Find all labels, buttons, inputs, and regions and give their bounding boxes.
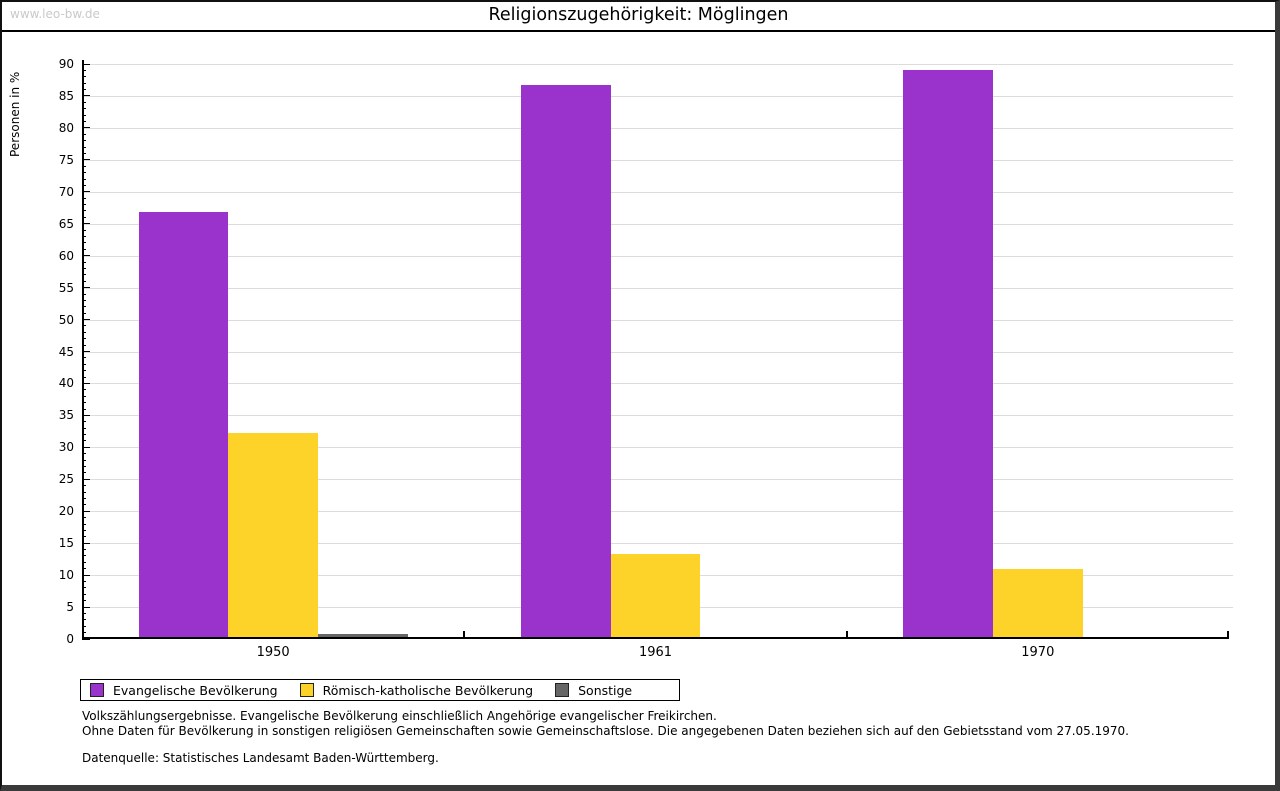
y-minor-tick	[82, 440, 86, 441]
y-tick-label: 35	[58, 408, 74, 423]
y-minor-tick	[82, 115, 86, 116]
y-major-tick	[82, 479, 90, 480]
y-minor-tick	[82, 530, 86, 531]
gridline	[82, 96, 1233, 97]
x-axis-tick	[846, 631, 848, 639]
y-minor-tick	[82, 236, 86, 237]
y-minor-tick	[82, 492, 86, 493]
gridline	[82, 415, 1233, 416]
y-tick-label: 20	[58, 504, 74, 519]
y-minor-tick	[82, 300, 86, 301]
legend-swatch	[90, 683, 104, 697]
y-minor-tick	[82, 242, 86, 243]
legend-label: Römisch-katholische Bevölkerung	[322, 682, 534, 698]
y-minor-tick	[82, 504, 86, 505]
y-minor-tick	[82, 421, 86, 422]
y-minor-tick	[82, 619, 86, 620]
y-minor-tick	[82, 294, 86, 295]
y-minor-tick	[82, 460, 86, 461]
y-minor-tick	[82, 594, 86, 595]
y-minor-tick	[82, 626, 86, 627]
y-minor-tick	[82, 172, 86, 173]
y-tick-label: 10	[58, 568, 74, 583]
y-minor-tick	[82, 268, 86, 269]
gridline	[82, 128, 1233, 129]
x-axis-tick	[1227, 631, 1229, 639]
bar-1961-series-1	[611, 554, 701, 639]
y-minor-tick	[82, 147, 86, 148]
y-major-tick	[82, 607, 90, 608]
y-minor-tick	[82, 140, 86, 141]
y-major-tick	[82, 383, 90, 384]
y-major-tick	[82, 319, 90, 320]
y-minor-tick	[82, 568, 86, 569]
y-tick-label: 15	[58, 536, 74, 551]
gridline	[82, 256, 1233, 257]
y-minor-tick	[82, 396, 86, 397]
y-minor-tick	[82, 434, 86, 435]
y-minor-tick	[82, 121, 86, 122]
legend-label: Evangelische Bevölkerung	[113, 682, 278, 698]
y-minor-tick	[82, 409, 86, 410]
y-tick-label: 70	[58, 184, 74, 199]
y-minor-tick	[82, 338, 86, 339]
y-minor-tick	[82, 332, 86, 333]
y-major-tick	[82, 575, 90, 576]
y-minor-tick	[82, 472, 86, 473]
legend-item	[555, 683, 632, 698]
y-minor-tick	[82, 357, 86, 358]
y-tick-label: 5	[66, 600, 74, 615]
y-major-tick	[82, 543, 90, 544]
legend	[80, 679, 680, 701]
y-minor-tick	[82, 498, 86, 499]
data-source-note: Datenquelle: Statistisches Landesamt Baden-Württemberg.	[82, 751, 439, 765]
legend-item	[300, 683, 534, 698]
y-minor-tick	[82, 134, 86, 135]
y-major-tick	[82, 159, 90, 160]
y-major-tick	[82, 255, 90, 256]
x-tick-label: 1970	[1021, 645, 1055, 660]
footnote-line-1: Volkszählungsergebnisse. Evangelische Bevölkerung einschließlich Angehörige evangelischer Freikirchen.	[82, 709, 717, 723]
bar-1961-series-0	[521, 85, 611, 639]
y-minor-tick	[82, 204, 86, 205]
y-minor-tick	[82, 555, 86, 556]
y-major-tick	[82, 223, 90, 224]
y-tick-label: 75	[58, 152, 74, 167]
y-minor-tick	[82, 402, 86, 403]
y-major-tick	[82, 511, 90, 512]
legend-swatch	[555, 683, 569, 697]
y-minor-tick	[82, 587, 86, 588]
y-minor-tick	[82, 600, 86, 601]
y-tick-label: 65	[58, 216, 74, 231]
y-tick-label: 90	[58, 57, 74, 71]
y-minor-tick	[82, 89, 86, 90]
gridline	[82, 288, 1233, 289]
y-minor-tick	[82, 262, 86, 263]
y-tick-label: 50	[58, 312, 74, 327]
y-major-tick	[82, 95, 90, 96]
y-minor-tick	[82, 153, 86, 154]
y-minor-tick	[82, 632, 86, 633]
y-tick-label: 45	[58, 344, 74, 359]
y-minor-tick	[82, 613, 86, 614]
x-axis-tick	[463, 631, 465, 639]
gridline	[82, 160, 1233, 161]
gridline	[82, 383, 1233, 384]
header-divider	[2, 30, 1275, 32]
y-minor-tick	[82, 217, 86, 218]
legend-swatch	[300, 683, 314, 697]
gridline	[82, 224, 1233, 225]
y-minor-tick	[82, 536, 86, 537]
y-tick-label: 80	[58, 120, 74, 135]
y-minor-tick	[82, 166, 86, 167]
y-minor-tick	[82, 76, 86, 77]
y-minor-tick	[82, 313, 86, 314]
y-minor-tick	[82, 517, 86, 518]
y-major-tick	[82, 64, 90, 65]
x-tick-label: 1950	[256, 645, 290, 660]
gridline	[82, 320, 1233, 321]
y-minor-tick	[82, 306, 86, 307]
y-minor-tick	[82, 377, 86, 378]
y-minor-tick	[82, 230, 86, 231]
y-minor-tick	[82, 345, 86, 346]
y-tick-label: 25	[58, 472, 74, 487]
y-minor-tick	[82, 108, 86, 109]
watermark: www.leo-bw.de	[10, 7, 100, 21]
y-minor-tick	[82, 249, 86, 250]
bar-1950-series-2	[318, 634, 408, 639]
gridline	[82, 192, 1233, 193]
y-major-tick	[82, 127, 90, 128]
y-minor-tick	[82, 453, 86, 454]
chart-title: Religionszugehörigkeit: Möglingen	[488, 5, 789, 25]
plot-area	[58, 57, 1229, 660]
y-major-tick	[82, 287, 90, 288]
y-minor-tick	[82, 428, 86, 429]
y-minor-tick	[82, 485, 86, 486]
gridline	[82, 64, 1233, 65]
bar-1970-series-1	[993, 569, 1083, 639]
legend-label: Sonstige	[578, 682, 633, 698]
y-minor-tick	[82, 70, 86, 71]
y-minor-tick	[82, 185, 86, 186]
y-minor-tick	[82, 549, 86, 550]
y-minor-tick	[82, 274, 86, 275]
y-major-tick	[82, 639, 90, 640]
legend-item	[90, 683, 278, 698]
y-tick-label: 55	[58, 280, 74, 295]
y-minor-tick	[82, 179, 86, 180]
y-minor-tick	[82, 198, 86, 199]
y-minor-tick	[82, 325, 86, 326]
y-tick-label: 30	[58, 440, 74, 455]
y-minor-tick	[82, 83, 86, 84]
y-tick-label: 85	[58, 88, 74, 103]
y-tick-label: 60	[58, 248, 74, 263]
y-minor-tick	[82, 562, 86, 563]
y-major-tick	[82, 191, 90, 192]
bar-1950-series-1	[228, 433, 318, 639]
x-tick-label: 1961	[638, 645, 673, 660]
y-minor-tick	[82, 364, 86, 365]
footnote-line-2: Ohne Daten für Bevölkerung in sonstigen religiösen Gemeinschaften sowie Gemeinschaftslose. Die angegebenen Daten beziehen sich auf den Gebietsstand vom 27.05.1970.	[82, 723, 1129, 738]
y-major-tick	[82, 447, 90, 448]
y-major-tick	[82, 351, 90, 352]
y-minor-tick	[82, 370, 86, 371]
y-minor-tick	[82, 389, 86, 390]
y-minor-tick	[82, 210, 86, 211]
y-tick-label: 40	[58, 376, 74, 391]
y-minor-tick	[82, 466, 86, 467]
y-minor-tick	[82, 281, 86, 282]
y-tick-label: 0	[66, 632, 74, 646]
bar-1970-series-0	[903, 70, 993, 639]
y-minor-tick	[82, 102, 86, 103]
y-minor-tick	[82, 581, 86, 582]
bar-1950-series-0	[139, 212, 229, 639]
y-minor-tick	[82, 524, 86, 525]
y-axis-title: Personen in %	[8, 71, 22, 157]
gridline	[82, 352, 1233, 353]
y-major-tick	[82, 415, 90, 416]
